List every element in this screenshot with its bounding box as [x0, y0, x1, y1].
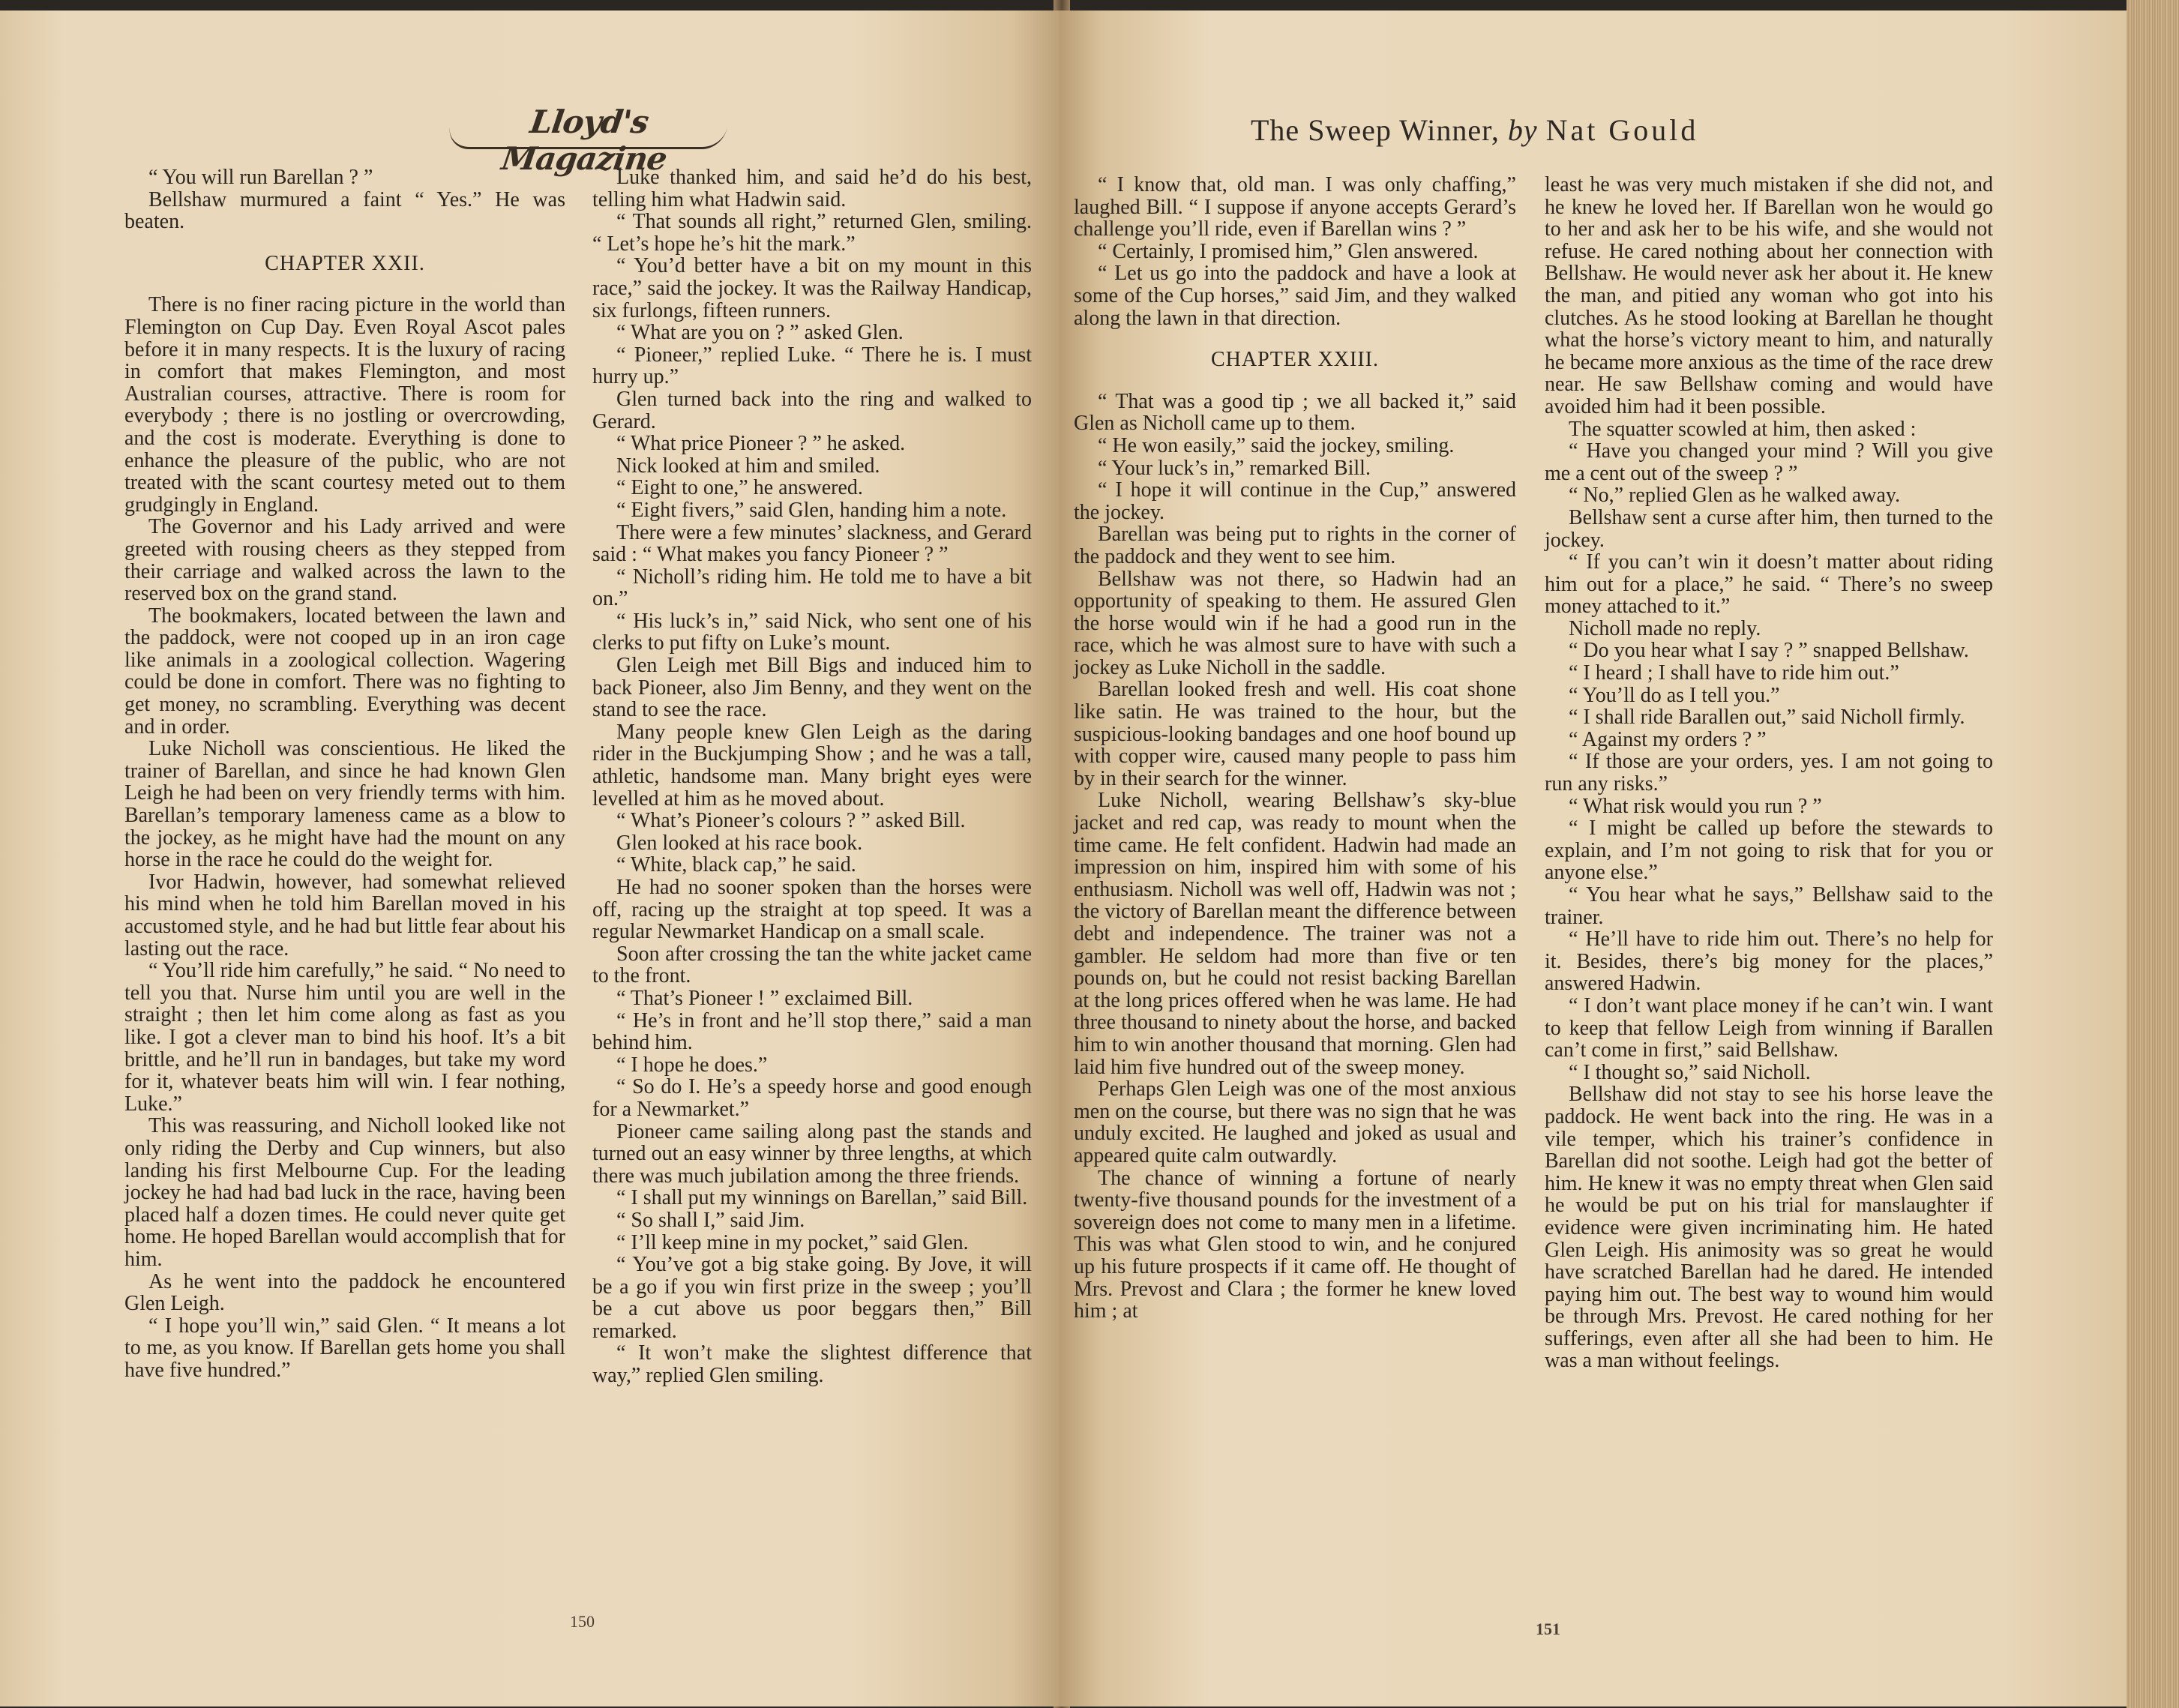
page-number-left: 150	[570, 1612, 595, 1631]
paragraph: “ I thought so,” said Nicholl.	[1569, 1060, 1811, 1084]
text-column-1	[124, 166, 565, 1381]
paragraph: “ Nicholl’s riding him. He told me to have a bit on.”	[592, 565, 1032, 611]
paragraph: Pioneer came sailing along past the stands and turned out an easy winner by three lengths, at which there was much jubilation among the three friends.	[592, 1119, 1032, 1188]
paragraph: Perhaps Glen Leigh was one of the most anxious men on the course, but there was no sign that he was unduly excited. He laughed and joked as usual and appeared quite calm outwardly.	[1074, 1077, 1516, 1167]
paragraph: “ You hear what he says,” Bellshaw said to the trainer.	[1545, 883, 1993, 929]
paragraph: “ You’ll do as I tell you.”	[1569, 683, 1780, 707]
paragraph: “ Against my orders ? ”	[1569, 727, 1767, 751]
paragraph: “ He’s in front and he’ll stop there,” said a man behind him.	[592, 1008, 1032, 1055]
paragraph: There were a few minutes’ slackness, and Gerard said : “ What makes you fancy Pioneer ? ”	[592, 520, 1032, 567]
paragraph: “ I might be called up before the stewards to explain, and I’m not going to risk that for you or anyone else.”	[1545, 817, 1993, 885]
paragraph: Glen turned back into the ring and walked to Gerard.	[592, 387, 1032, 433]
paragraph: “ You’d better have a bit on my mount in this race,” said the jockey. It was the Railway Handicap, six furlongs, fifteen runners.	[592, 254, 1032, 322]
paragraph: Barellan looked fresh and well. His coat shone like satin. He was trained to the hour, but the suspicious-looking bandages and one hoof bound up with copper wire, caused many people to pass him by in their search for the winner.	[1074, 678, 1516, 790]
paragraph: The bookmakers, located between the lawn and the paddock, were not cooped up in an iron cage like animals in a zoological collection. Wagering could be done in comfort. There was no fighting to get money, no scrambling. Everything was decent and in order.	[124, 604, 565, 739]
paragraph: “ So do I. He’s a speedy horse and good enough for a Newmarket.”	[592, 1075, 1032, 1121]
paragraph: Nick looked at him and smiled.	[616, 454, 880, 478]
paragraph: “ Do you hear what I say ? ” snapped Bellshaw.	[1569, 639, 1969, 663]
paragraph: Bellshaw murmured a faint “ Yes.” He was beaten.	[124, 187, 565, 234]
paragraph: “ He won easily,” said the jockey, smiling.	[1098, 433, 1455, 457]
paragraph: “ You’ll ride him carefully,” he said. “ No need to tell you that. Nurse him until you are well in the straight ; then let him come along as fast as you like. I got a clever man to bind his hoof. It’s a bit brittle, and he’ll run in bandages, but take my word for it, whatever beats him will win. I fear nothing, Luke.”	[124, 959, 565, 1116]
paragraph: This was reassuring, and Nicholl looked like not only riding the Derby and Cup winners, but also landing his first Melbourne Cup. For the leading jockey he had had bad luck in the race, having been placed half a dozen times. He could never quite get home. He hoped Barellan would accomplish that for him.	[124, 1114, 565, 1271]
paragraph: The Governor and his Lady arrived and were greeted with rousing cheers as they stepped from their carriage and walked across the lawn to the reserved box on the grand stand.	[124, 515, 565, 606]
author-name: Nat Gould	[1545, 113, 1699, 147]
paragraph: “ I hope it will continue in the Cup,” answered the jockey.	[1074, 478, 1516, 524]
running-title	[1251, 112, 1821, 148]
paragraph: “ Eight to one,” he answered.	[616, 476, 863, 500]
paragraph: Soon after crossing the tan the white jacket came to the front.	[592, 942, 1032, 988]
page-edges	[2127, 0, 2179, 1708]
paragraph: “ What risk would you run ? ”	[1569, 794, 1822, 818]
paragraph: Ivor Hadwin, however, had somewhat relieved his mind when he told him Barellan moved in his accustomed style, and he had but little fear about his lasting out the race.	[124, 870, 565, 960]
paragraph: “ White, black cap,” he said.	[616, 853, 856, 877]
paragraph: “ You’ve got a big stake going. By Jove, it will be a go if you win first prize in the sweep ; you’ll be a cut above us poor beggars then,” Bill remarked.	[592, 1253, 1032, 1343]
paragraph: Glen looked at his race book.	[616, 831, 863, 855]
paragraph: “ That’s Pioneer ! ” exclaimed Bill.	[616, 986, 913, 1010]
paragraph: “ If those are your orders, yes. I am not going to run any risks.”	[1545, 750, 1993, 796]
paragraph: “ What price Pioneer ? ” he asked.	[616, 432, 906, 456]
paragraph: Luke Nicholl, wearing Bellshaw’s sky-blue jacket and red cap, was ready to mount when the time came. He felt confident. Hadwin had made an impression on him, inspired him with some of his enthusiasm. Nicholl was well off, Hadwin was not ; the victory of Barellan meant the difference between debt and independence. The trainer was not a gambler. He seldom had more than five or ten pounds on, but he could not resist backing Barellan at the long prices offered when he was lame. He had three thousand to ninety about the horse, and backed him to win another thousand that morning. Glen had laid him five hundred out of the sweep money.	[1074, 789, 1516, 1079]
paragraph: Bellshaw did not stay to see his horse leave the paddock. He went back into the ring. He was in a vile temper, which his trainer’s confidence in Barellan did not soothe. Leigh had got the better of him. He knew it was no empty threat when Glen said he would be put on his trial for manslaughter if evidence were given incriminating him. He hated Glen Leigh. His animosity was so great he would have scratched Barellan had he dared. He intended paying him out. The best way to wound him would be through Mrs. Prevost. He cared nothing for her sufferings, even after all she had been to him. He was a man without feelings.	[1545, 1083, 1993, 1373]
byline-by: by	[1507, 113, 1538, 147]
paragraph: Glen Leigh met Bill Bigs and induced him to back Pioneer, also Jim Benny, and they went on the stand to see the race.	[592, 654, 1032, 722]
paragraph: Luke thanked him, and said he’d do his best, telling him what Hadwin said.	[592, 166, 1032, 211]
paragraph: “ I know that, old man. I was only chaffing,” laughed Bill. “ I suppose if anyone accepts Gerard’s challenge you’ll ride, even if Barellan wins ? ”	[1074, 173, 1516, 241]
paragraph: There is no finer racing picture in the world than Flemington on Cup Day. Even Royal Ascot pales before it in many respects. It is the luxury of racing in comfort that makes Flemington, and most Australian courses, attractive. There is room for everybody ; there is no jostling or overcrowding, and the cost is moderate. Everything is done to enhance the pleasure of the public, who are not treated with the scant courtesy meted out to them grudgingly in England.	[124, 293, 565, 517]
paragraph: “ That was a good tip ; we all backed it,” said Glen as Nicholl came up to them.	[1074, 389, 1516, 436]
text-column-3	[1074, 174, 1516, 1323]
paragraph: “ Pioneer,” replied Luke. “ There he is. I must hurry up.”	[592, 343, 1032, 389]
paragraph: “ That sounds all right,” returned Glen, smiling. “ Let’s hope he’s hit the mark.”	[592, 210, 1032, 256]
paragraph: “ Certainly, I promised him,” Glen answered.	[1098, 239, 1479, 263]
paragraph: Luke Nicholl was conscientious. He liked the trainer of Barellan, and since he had known Glen Leigh he had been on very friendly terms with him. Barellan’s temporary lameness came as a blow to the jockey, as he might have had the mount on any horse in the race he could do the weight for.	[124, 737, 565, 872]
paragraph: “ No,” replied Glen as he walked away.	[1569, 484, 1901, 508]
paragraph: “ Let us go into the paddock and have a look at some of the Cup horses,” said Jim, and they walked along the lawn in that direction.	[1074, 262, 1516, 330]
paragraph: The squatter scowled at him, then asked :	[1569, 417, 1917, 441]
story-title: The Sweep Winner,	[1251, 113, 1500, 147]
paragraph: “ I shall put my winnings on Barellan,” said Bill.	[616, 1186, 1028, 1210]
paragraph: He had no sooner spoken than the horses were off, racing up the straight at top speed. It was a regular Newmarket Handicap on a small scale.	[592, 876, 1032, 944]
paragraph: As he went into the paddock he encountered Glen Leigh.	[124, 1269, 565, 1316]
paragraph: “ So shall I,” said Jim.	[616, 1208, 805, 1232]
paragraph: “ Eight fivers,” said Glen, handing him a note.	[616, 498, 1007, 522]
paragraph: Bellshaw was not there, so Hadwin had an opportunity of speaking to them. He assured Glen the horse would win if he had a good run in the race, which he was almost sure to have with such a jockey as Luke Nicholl in the saddle.	[1074, 567, 1516, 679]
paragraph: “ I heard ; I shall have to ride him out.”	[1569, 661, 1899, 685]
paragraph: “ I’ll keep mine in my pocket,” said Glen.	[616, 1230, 969, 1254]
chapter-heading: CHAPTER XXIII.	[1211, 348, 1379, 372]
paragraph: “ He’ll have to ride him out. There’s no help for it. Besides, there’s big money for the places,” answered Hadwin.	[1545, 927, 1993, 996]
paragraph: “ I shall ride Barallen out,” said Nicholl firmly.	[1569, 706, 1965, 730]
paragraph: Bellshaw sent a curse after him, then turned to the jockey.	[1545, 505, 1993, 552]
paragraph: least he was very much mistaken if she did not, and he knew he loved her. If Barellan won he would go to her and ask her to be his wife, and she would not refuse. He cared nothing about her connection with Bellshaw. He would never ask her about it. He knew the man, and pitied any woman who got into his clutches. As he stood looking at Barellan he thought what the horse’s victory meant to him, and naturally he became more anxious as the time of the race drew near. He saw Bellshaw coming and would have avoided him had it been possible.	[1545, 173, 1993, 418]
paragraph: “ It won’t make the slightest difference that way,” replied Glen smiling.	[592, 1341, 1032, 1388]
magazine-masthead: Lloyd's Magazine	[447, 103, 731, 149]
page-number-right: 151	[1536, 1620, 1560, 1638]
paragraph: “ You will run Barellan ? ”	[148, 166, 373, 189]
paragraph: “ I don’t want place money if he can’t win. I want to keep that fellow Leigh from winning if Barallen can’t come in first,” said Bellshaw.	[1545, 993, 1993, 1062]
paragraph: Barellan was being put to rights in the corner of the paddock and they went to see him.	[1074, 523, 1516, 568]
paragraph: “ Your luck’s in,” remarked Bill.	[1098, 456, 1371, 480]
paragraph: “ I hope you’ll win,” said Glen. “ It means a lot to me, as you know. If Barellan gets home you shall have five hundred.”	[124, 1314, 565, 1382]
chapter-heading: CHAPTER XXII.	[265, 251, 425, 275]
paragraph: Many people knew Glen Leigh as the daring rider in the Buckjumping Show ; and he was a tall, athletic, handsome man. Many bright eyes were levelled at him as he moved about.	[592, 720, 1032, 811]
paragraph: “ His luck’s in,” said Nick, who sent one of his clerks to put fifty on Luke’s mount.	[592, 609, 1032, 655]
paragraph: Nicholl made no reply.	[1569, 616, 1761, 640]
paragraph: “ If you can’t win it doesn’t matter about riding him out for a place,” he said. “ There’s no sweep money attached to it.”	[1545, 550, 1993, 619]
text-column-2	[592, 166, 1032, 1387]
paragraph: “ I hope he does.”	[616, 1053, 768, 1077]
paragraph: “ What are you on ? ” asked Glen.	[616, 321, 904, 345]
paragraph: “ Have you changed your mind ? Will you give me a cent out of the sweep ? ”	[1545, 439, 1993, 485]
paragraph: The chance of winning a fortune of nearly twenty-five thousand pounds for the investment of a sovereign does not come to many men in a lifetime. This was what Glen stood to win, and he conjured up his future prospects if it came off. He thought of Mrs. Prevost and Clara ; the former he knew loved him ; at	[1074, 1166, 1516, 1323]
paragraph: “ What’s Pioneer’s colours ? ” asked Bill.	[616, 809, 966, 833]
text-column-4	[1545, 174, 1993, 1372]
